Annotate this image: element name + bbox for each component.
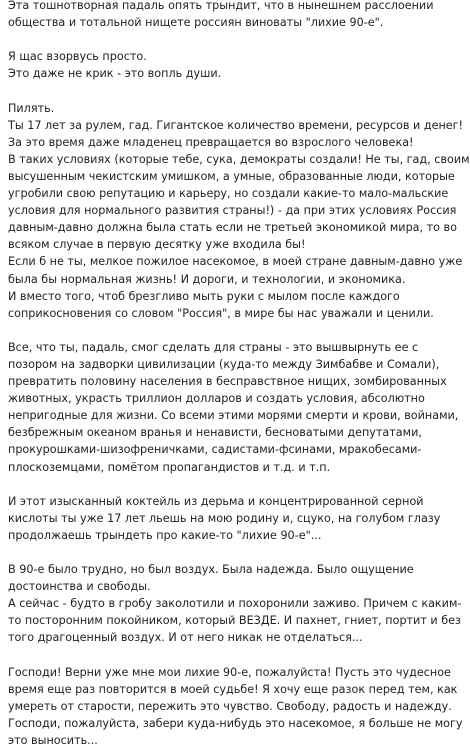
text-line: В 90-е было трудно, но был воздух. Была надежда. Было ощущение	[8, 563, 414, 577]
paragraph-gap	[8, 322, 444, 339]
paragraph-gap	[8, 544, 444, 561]
paragraph-gap	[8, 476, 444, 493]
post-paragraph	[8, 664, 463, 749]
text-line: И этот изысканный коктейль из дерьма и концентрированной серной	[8, 494, 424, 508]
text-line: Это даже не крик - это вопль души.	[8, 67, 222, 81]
text-line: Эта тошнотворная падаль опять трындит, что в нынешнем расслоении	[8, 0, 434, 12]
paragraph-gap	[8, 82, 444, 99]
post-paragraph	[8, 100, 470, 322]
text-line: Пилять.	[8, 101, 55, 115]
text-line: И вместо того, чтоб брезгливо мыть руки с мылом после каждого	[8, 289, 400, 303]
text-line: В таких условиях (которые тебе, сука, демократы создали! Не ты, гад, своим	[8, 152, 470, 166]
paragraph-gap	[8, 31, 444, 48]
text-line: высушенным чекистским умишком, а умные, образованные люди, которые	[8, 169, 455, 183]
text-line: это выносить...	[8, 734, 98, 748]
text-line: А сейчас - будто в гробу заколотили и похоронили заживо. Причем с каким-	[8, 597, 462, 611]
text-line: прокурошками-шизофреничками, садистами-фсинами, мракобесами-	[8, 443, 422, 457]
text-line: безбрежным океаном вранья и ненависти, бесноватыми депутатами,	[8, 426, 422, 440]
text-line: Я щас взорвусь просто.	[8, 50, 147, 64]
text-line: Если б не ты, мелкое пожилое насекомое, в моей стране давным-давно уже	[8, 255, 463, 269]
text-line: кислоты ты уже 17 лет льешь на мою родину и, сцуко, на голубом глазу	[8, 511, 441, 525]
text-line: Ты 17 лет за рулем, гад. Гигантское количество времени, ресурсов и денег!	[8, 118, 464, 132]
post-paragraph	[8, 561, 462, 646]
text-line: достоинства и свободы.	[8, 580, 151, 594]
text-line: позором на задворки цивилизации (куда-то между Зимбабве и Сомали),	[8, 357, 440, 371]
text-line: общества и тотальной нищете россиян виноваты "лихие 90-е".	[8, 16, 384, 30]
text-line: Господи, пожалуйста, забери куда-нибудь это насекомое, я больше не могу	[8, 716, 463, 730]
text-line: Господи! Верни уже мне мои лихие 90-е, пожалуйста! Пусть это чудесное	[8, 665, 451, 679]
text-line: животных, украсть триллион долларов и создать условия, абсолютно	[8, 392, 425, 406]
text-line: соприкосновения со словом "Россия", в мире бы нас уважали и ценили.	[8, 306, 434, 320]
post-paragraph	[8, 48, 444, 82]
text-line: давным-давно должна была стать если не третьей экономикой мира, то во	[8, 221, 457, 235]
text-line: всяком случае в первую десятку уже входила бы!	[8, 238, 306, 252]
text-line: то посторонним покойником, который ВЕЗДЕ. И пахнет, гниет, портит и без	[8, 614, 461, 628]
text-line: угробили свою репутацию и карьеру, но создали какие-то мало-мальские	[8, 187, 449, 201]
paragraph-gap	[8, 647, 444, 664]
text-line: плоскоземцами, помётом пропагандистов и т.д. и т.п.	[8, 460, 331, 474]
text-line: была бы нормальная жизнь! И дороги, и технологии, и экономика.	[8, 272, 406, 286]
text-line: время еще раз повторится в моей судьбе! Я хочу еще разок перед тем, как	[8, 682, 458, 696]
text-line: превратить половину населения в бесправствное нищих, зомбированных	[8, 375, 447, 389]
text-line: Все, что ты, падаль, смог сделать для страны - это вышвырнуть ее с	[8, 340, 419, 354]
text-line: умереть от старости, пережить это чувство. Свободу, радость и надежду.	[8, 699, 452, 713]
text-line: непригодные для жизни. Со всеми этими морями смерти и крови, войнами,	[8, 409, 459, 423]
text-line: условия для нормального развития страны!) - да при этих условиях Россия	[8, 204, 457, 218]
text-line: продолжаешь трындеть про какие-то "лихие 90-е"...	[8, 528, 322, 542]
text-line: За это время даже младенец превращается во взрослого человека!	[8, 135, 414, 149]
text-line: того драгоценный воздух. И от него никак не отделаться...	[8, 631, 363, 645]
post-paragraph	[8, 0, 444, 31]
post-paragraph	[8, 493, 444, 544]
post-paragraph	[8, 339, 459, 476]
